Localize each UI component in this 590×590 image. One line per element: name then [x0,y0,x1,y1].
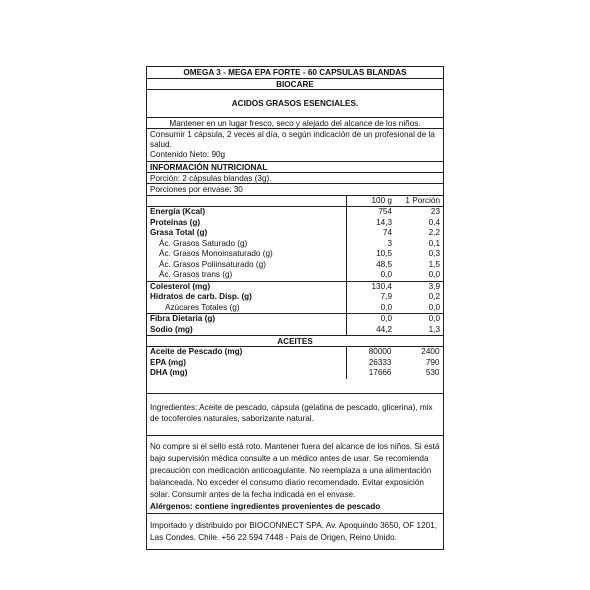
oil-name: DHA (mg) [147,368,346,379]
nutrition-row [147,281,443,292]
nutrient-name: Ác. Grasos trans (g) [147,270,347,281]
importer-info: Importado y distribuido por BIOCONNECT SPA. Av. Apoquindo 3650, OF 1201, Las Condes. Chile. +56 22 594 7448 - País de Origen, Reino Unido. [150,520,438,542]
oil-value-100g: 17666 [368,368,392,378]
col-portion: 1 Porción [395,195,443,207]
nutrition-row [147,270,443,281]
nutrient-name: Azúcares Totales (g) [147,303,347,314]
oils-title: ACEITES [277,337,313,347]
nutrition-table-header [147,195,443,207]
nutrient-value-100g: 0,0 [380,270,392,280]
nutrient-value-100g: 14,3 [376,217,392,227]
oils-title-row [147,335,443,347]
nutrient-value-portion: 23 [395,207,443,218]
oil-value-portion: 530 [425,368,440,378]
oil-row [147,358,443,369]
portions-per-pack: Porciones por envase: 30 [150,184,243,194]
oils-table [147,347,443,379]
nutrition-row [147,239,443,250]
nutrition-row [147,325,443,336]
nutrient-value-100g: 7,9 [380,292,392,302]
product-title: OMEGA 3 - MEGA EPA FORTE - 60 CAPSULAS BLANDAS [147,67,443,79]
product-subtitle: ACIDOS GRASOS ESENCIALES. [147,90,443,118]
nutrient-value-100g: 44,2 [376,324,392,334]
col-100g: 100 g [347,195,396,207]
nutrient-value-100g: 754 [347,207,396,218]
nutrient-name: Sodio (mg) [147,325,347,336]
nutrition-title: INFORMACIÓN NUTRICIONAL [147,162,443,173]
oil-name: EPA (mg) [147,358,346,369]
nutrient-value-100g: 130,4 [347,281,396,292]
nutrition-row [147,303,443,314]
nutrient-value-portion: 2,2 [428,228,440,238]
usage-instructions: Consumir 1 cápsula, 2 veces al día, o según indicación de un profesional de la salud. [150,130,435,149]
nutrient-value-portion: 0,0 [428,302,440,312]
oil-value-portion: 790 [425,357,440,367]
nutrient-value-portion: 0,2 [428,292,440,302]
usage-block [147,129,443,162]
nutrition-row [147,228,443,239]
nutrient-value-portion: 0,0 [395,314,443,325]
nutrition-row [147,207,443,218]
nutrient-value-portion: 0,0 [428,270,440,280]
nutrient-value-100g: 48,5 [376,259,392,269]
net-content: Contenido Neto: 90g [150,149,226,159]
nutrient-value-portion: 1,3 [428,324,440,334]
nutrient-value-portion: 0,4 [428,217,440,227]
nutrition-row [147,249,443,260]
nutrition-row [147,260,443,271]
ingredients: Ingredientes: Aceite de pescado, cápsula (gelatina de pescado, glicerina), mix de tocoferoles naturales, saborizante natural. [147,394,443,437]
oil-value-100g: 80000 [368,347,392,357]
storage-instructions: Mantener en un lugar fresco, seco y alejado del alcance de los niños. [147,118,443,129]
nutrient-name: Ác. Grasos Monoinsaturado (g) [147,249,347,260]
nutrient-value-100g: 10,5 [376,249,392,259]
nutrient-value-100g: 3 [387,238,392,248]
nutrient-value-portion: 1,5 [428,259,440,269]
nutrition-table [147,195,443,336]
nutrition-row [147,314,443,325]
oil-value-portion: 2400 [421,347,440,357]
nutrient-value-100g: 74 [382,228,392,238]
oil-name: Aceite de Pescado (mg) [147,347,346,358]
nutrient-value-portion: 0,1 [428,238,440,248]
portion-size: Porción: 2 cápsulas blandas (3g). [147,173,443,184]
nutrient-value-portion: 0,3 [428,249,440,259]
nutrition-label [146,66,444,550]
nutrient-name: Ác. Grasos Poliinsaturado (g) [147,260,347,271]
oil-row [147,347,443,358]
nutrient-value-portion: 3,9 [395,281,443,292]
nutrient-name: Grasa Total (g) [147,228,347,239]
nutrient-name: Colesterol (mg) [147,281,347,292]
oil-row [147,368,443,379]
nutrient-name: Hidratos de carb. Disp. (g) [147,292,347,303]
nutrition-row [147,292,443,303]
nutrition-row [147,218,443,229]
allergens: Alérgenos: contiene ingredientes provenientes de pescado [150,501,381,511]
nutrient-name: Ác. Grasos Saturado (g) [147,239,347,250]
warnings-block [147,436,443,513]
nutrient-value-100g: 0,0 [380,302,392,312]
nutrient-name: Proteínas (g) [147,218,347,229]
warnings: No compre si el sello está roto. Mantener fuera del alcance de los niños. Si está bajo supervisión médica consulte a un médico antes de usar. Se recomienda precaución con medicación anticoagulante. No reemplaza a una alimentación balanceada. No exceder el consumo diario recomendado. Evitar exposición solar. Consumir antes de la fecha indicada en el envase. [150,442,440,499]
oil-value-100g: 26333 [368,357,392,367]
nutrient-name: Fibra Dietaria (g) [147,314,347,325]
brand-name: BIOCARE [147,79,443,90]
nutrient-name: Energía (Kcal) [147,207,347,218]
nutrient-value-100g: 0,0 [347,314,396,325]
